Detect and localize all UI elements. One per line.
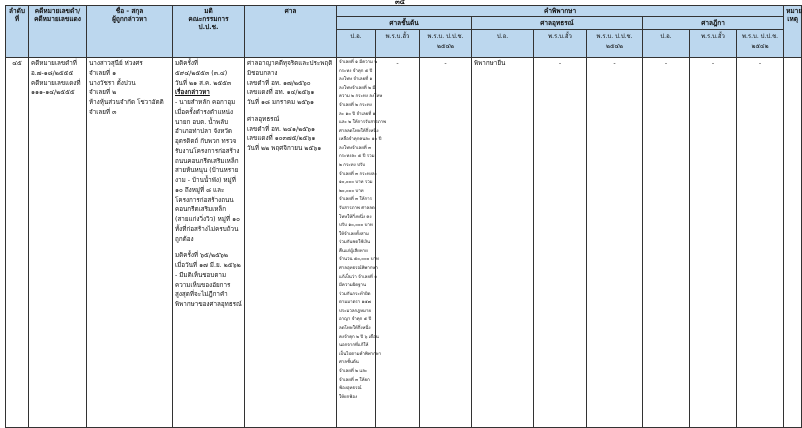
verdict-supreme-penal-code: - [643, 58, 690, 428]
header-appeal-nacc-act: พ.ร.บ. ป.ป.ช. ๒๕๔๒ [587, 30, 643, 58]
verdict-first-nacc-act: - [420, 58, 472, 428]
header-first-penal-code: ป.อ. [337, 30, 376, 58]
header-court: ศาล [245, 6, 337, 58]
header-case-number: คดีหมายเลขดำ/ คดีหมายเลขแดง [29, 6, 87, 58]
header-verdict: คำพิพากษา [337, 6, 784, 17]
table-row [6, 58, 802, 428]
verdict-appeal-nacc-act: - [587, 58, 643, 428]
header-court-appeal: ศาลอุทธรณ์ [472, 17, 643, 30]
header-supreme-nacc-act: พ.ร.บ. ป.ป.ช. ๒๕๔๒ [737, 30, 784, 58]
verdict-supreme-nacc-act: - [737, 58, 784, 428]
verdict-appeal-bid-collusion-act: - [534, 58, 587, 428]
header-first-bid-collusion-act: พ.ร.บ.ฮั้ว [376, 30, 420, 58]
header-appeal-bid-collusion-act: พ.ร.บ.ฮั้ว [534, 30, 587, 58]
row-nacc-resolution: มติครั้งที่ ๕๙๔/๒๕๕๓ (๓.๔) วันที่ ๒๑ ส.ค. ๒๕๕๓ เรื่องกล่าวหา - นายสำหลัก คอกาอุม เมื่อครั้งดำรงตำแหน่ง นายก อบต. น้ำพลับ อำเภอท่าปลา จังหวัด อุตรดิตถ์ กับพวก ทรวจ รับงานโครงการก่อสร้าง ถนนคอนกรีตเสริมเหล็ก สายห้นหนุน (บ้านหราย งาม - บ้านน้ำพัง) หมู่ที่ ๑๐ ถึงหมู่ที่ ๘ และ โครงการก่อสร้างถนน คอนกรีตเสริมเหล็ก (สายแก่งวิ่งวิว) หมู่ที่ ๑๐ ทั้งที่ก่อสร้างไม่ครบถ้วน ถูกต้อง มติครั้งที่ ๖๕/๒๕๖๒ เมื่อวันที่ ๑๗ มี.ย. ๒๕๖๒ - มีมติเห็นชอบตาม ความเห็นของอัยการ สูงสุดที่จะไม่ฎีกาคำ พิพากษาของศาลอุทธรณ์ [173, 58, 245, 428]
header-nacc-resolution: มติ คณะกรรมการ ป.ป.ช. [173, 6, 245, 58]
header-court-supreme: ศาลฎีกา [643, 17, 784, 30]
page-number: ๓๔ [394, 0, 406, 6]
row-remark [784, 58, 802, 428]
verdict-supreme-bid-collusion-act: - [690, 58, 737, 428]
header-remark: หมาย เหตุ [784, 6, 802, 58]
verdict-first-penal-code: จำเลยที่ ๑ มีความ ๒ กระทง จำคุก ๕ ปี ลงโทษ จำเลยที่ ๑ ลงโทษจำเลยที่ ๒ มี ความ ๒ กระทง ลงโทษ จำเลยที่ ๒ กระทง ละ ๑๐ ปี จำเลยที่ ๑ และ ๒ ให้การรับสารภาพ ศาลลดโทษให้กึ่งหนึ่ง เหลือจำคุกคนละ ๑๐ ปี ลงโทษจำเลยที่ ๓ กระทงละ ๕ ปี รวม ๒ กระทง ปรับ จำเลยที่ ๓ กระทงละ ๑๐,๐๐๐ บาท รวม ๒๐,๐๐๐ บาท จำเลยที่ ๓ ให้การ รับสารภาพ ศาลลด โทษให้กึ่งหนึ่ง คง ปรับ ๑๐,๐๐๐ บาท ให้จำเลยทั้งสาม ร่วมกันชดใช้เงิน คืนแก่ผู้เสียหาย จำนวน ๕๐,๐๐๐ บาท ศาลอุทธรณ์พิพากษา แก้เป็นว่า จำเลยที่ ๑ มีความผิดฐาน ร่วมกันกระทำผิด ตามมาตรา ๑๕๗ ประมวลกฎหมาย อาญา จำคุก ๕ ปี ลดโทษให้กึ่งหนึ่ง คงจำคุก ๒ ปี ๖ เดือน นอกจากที่แก้ให้ เป็นไปตามคำพิพากษา ศาลชั้นต้น จำเลยที่ ๒ และ จำเลยที่ ๓ ให้ยก ฟ้องอุทธรณ์ ให้ยกฟ้อง [337, 58, 376, 428]
header-supreme-penal-code: ป.อ. [643, 30, 690, 58]
header-supreme-bid-collusion-act: พ.ร.บ.ฮั้ว [690, 30, 737, 58]
verdict-first-bid-collusion-act: - [376, 58, 420, 428]
header-appeal-penal-code: ป.อ. [472, 30, 534, 58]
header-defendant-name: ชื่อ - สกุล ผู้ถูกกล่าวหา [87, 6, 173, 58]
row-seq: ๔๕ [6, 58, 29, 428]
header-court-first-instance: ศาลชั้นต้น [337, 17, 472, 30]
header-seq: ลำดับที่ [6, 6, 29, 58]
verdict-appeal-penal-code: พิพากษายืน [472, 58, 534, 428]
allegation-heading: เรื่องกล่าวหา [175, 89, 210, 97]
row-case-number: คดีหมายเลขดำที่ อ.๗-๑๘/๒๕๕๕ คดีหมายเลขแดงที่ ๑๑๑-๑๔/๒๕๕๕ [29, 58, 87, 428]
header-first-nacc-act: พ.ร.บ. ป.ป.ช. ๒๕๔๒ [420, 30, 472, 58]
row-defendants: นางสาวสุนีย์ ห่วงศร จำเลยที่ ๑ นางวัชรา ตั้งปวน จำเลยที่ ๒ ห้างหุ้นส่วนจำกัด โชวาอัตติ จำเลยที่ ๓ [87, 58, 173, 428]
row-court: ศาลอาญาคดีทุจริตและประพฤติ มิชอบกลาง เลขดำที่ อท. ๑๗/๒๕๖๐ เลขแดงที่ อท. ๑๔/๒๕๖๑ วันที่ ๑๘ มกราคม ๒๕๖๑ ศาลอุทธรณ์ เลขดำที่ อท. ๒๔๑/๒๕๖๑ เลขแดงที่ ๑๐๓๗๕/๒๕๖๑ วันที่ ๒๒ พฤศจิกายน ๒๕๖๑ [245, 58, 337, 428]
verdict-table [5, 5, 802, 428]
